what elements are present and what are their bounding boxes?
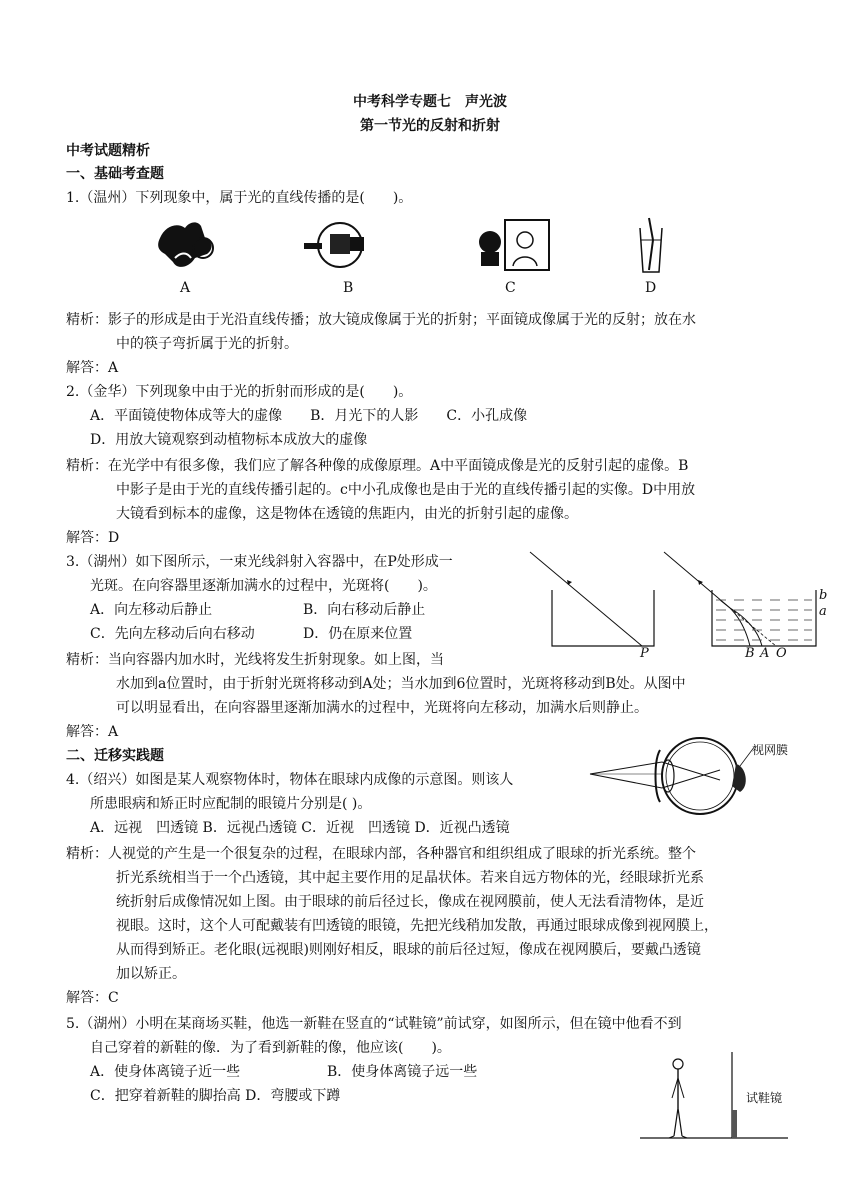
figure-1b-magnifier [300,218,380,273]
figure-label-b: B [343,280,354,296]
figure-5-label-mirror: 试鞋镜 [746,1091,783,1105]
question-5-stem-line1: 5.（湖州）小明在某商场买鞋，他选一新鞋在竖直的“试鞋镜”前试穿，如图所示，但在镜中他看不到 [66,1016,682,1032]
section-heading-practice: 二、迁移实践题 [66,748,164,764]
question-5-option-a: A．使身体离镜子近一些 [90,1064,241,1080]
figure-label-a: A [180,280,191,296]
figure-1a-hand-shadow [155,218,220,273]
question-3-option-c: C．先向左移动后向右移动 [90,626,255,642]
question-3-answer: 解答：A [66,724,119,740]
question-3-stem-line2: 光斑。在向容器里逐渐加满水的过程中，光斑将( )。 [90,578,437,594]
question-4-analysis-line6: 加以矫正。 [116,966,186,982]
question-3-analysis-line1: 精析：当向容器内加水时，光线将发生折射现象。如上图，当 [66,652,444,668]
figure-label-d: D [645,280,657,296]
question-5-stem-line2: 自己穿着的新鞋的像．为了看到新鞋的像，他应该( )。 [90,1040,451,1056]
question-4-analysis-line1: 精析：人视觉的产生是一个很复杂的过程，在眼球内部，各种器官和组织组成了眼球的折光系统。整个 [66,846,696,862]
question-4-analysis-line5: 从而得到矫正。老化眼(远视眼)则刚好相反，眼球的前后径过短，像成在视网膜后，要戴凸透镜 [116,942,701,958]
question-2-options-line2: D．用放大镜观察到动植物标本成放大的虚像 [90,432,368,448]
question-3-option-a: A．向左移动后静止 [90,602,213,618]
question-2-stem: 2.（金华）下列现象中由于光的折射而形成的是( )。 [66,384,413,400]
question-4-stem-line1: 4.（绍兴）如图是某人观察物体时，物体在眼球内成像的示意图。则该人 [66,772,514,788]
page-title: 中考科学专题七 声光波 [353,94,507,110]
section-heading-main: 中考试题精析 [66,143,150,159]
question-1-analysis-line2: 中的筷子弯折属于光的折射。 [116,336,298,352]
question-3-option-d: D．仍在原来位置 [303,626,413,642]
question-5-option-b: B．使身体离镜子远一些 [327,1064,478,1080]
question-1-analysis-line1: 精析：影子的形成是由于光沿直线传播；放大镜成像属于光的折射；平面镜成像属于光的反射；放在水 [66,312,696,328]
question-2-analysis-line3: 大镜看到标本的虚像，这是物体在透镜的焦距内，由光的折射引起的虚像。 [116,506,578,522]
figure-1d-glass-straw [635,216,665,274]
question-3-analysis-line3: 可以明显看出，在向容器里逐渐加满水的过程中，光斑将向左移动，加满水后则静止。 [116,700,648,716]
figure-3-containers [530,550,820,660]
question-1-stem: 1.（温州）下列现象中，属于光的直线传播的是( )。 [66,190,413,206]
section-heading-basic: 一、基础考查题 [66,166,164,182]
question-2-answer: 解答：D [66,530,120,546]
question-2-analysis-line1: 精析：在光学中有很多像，我们应了解各种像的成像原理。A中平面镜成像是光的反射引起的虚像。B [66,458,689,474]
figure-3-label-b-level: b [819,588,828,603]
question-1-answer: 解答：A [66,360,119,376]
question-4-analysis-line2: 折光系统相当于一个凸透镜，其中起主要作用的足晶状体。若来自远方物体的光，经眼球折光系 [116,870,704,886]
question-4-analysis-line4: 视眼。这时，这个人可配戴装有凹透镜的眼镜，先把光线稍加发散，再通过眼球成像到视网膜上， [116,918,718,934]
figure-3-label-p: P [640,646,649,661]
question-5-options-line2: C．把穿着新鞋的脚抬高 D．弯腰或下蹲 [90,1088,341,1104]
figure-3-label-a-level: a [819,604,827,619]
question-4-answer: 解答：C [66,990,119,1006]
figure-3-label-point-o: O [776,646,787,661]
question-3-stem-line1: 3.（湖州）如下图所示，一束光线斜射入容器中，在P处形成一 [66,554,453,570]
question-4-stem-line2: 所患眼病和矫正时应配制的眼镜片分别是( )。 [90,796,372,812]
page-subtitle: 第一节光的反射和折射 [360,118,500,134]
question-4-options: A．远视 凹透镜 B．远视凸透镜 C．近视 凹透镜 D．近视凸透镜 [90,820,510,836]
figure-3-label-point-b: B [745,646,755,661]
question-3-analysis-line2: 水加到a位置时，由于折射光斑将移动到A处；当水加到6位置时，光斑将移动到B处。从图中 [116,676,686,692]
question-2-options-line1: A．平面镜使物体成等大的虚像 B．月光下的人影 C．小孔成像 [90,408,528,424]
question-2-analysis-line2: 中影子是由于光的直线传播引起的。c中小孔成像也是由于光的直线传播引起的实像。D中用放 [116,482,696,498]
question-4-analysis-line3: 统折射后成像情况如上图。由于眼球的前后径过长，像成在视网膜前，使人无法看清物体，是近 [116,894,704,910]
figure-3-label-point-a: A [760,646,770,661]
figure-1c-plane-mirror [475,218,555,273]
figure-4-label-retina: 视网膜 [752,743,789,757]
question-3-option-b: B．向右移动后静止 [303,602,426,618]
figure-label-c: C [505,280,516,296]
